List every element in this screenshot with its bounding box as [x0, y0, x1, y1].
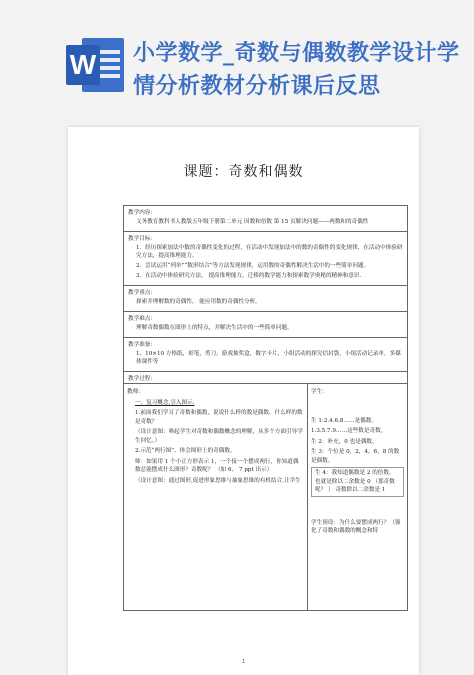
prep-text: 1、10×10 方格纸，彩笔，剪刀，游戏抽奖盒，数字卡片，小组活动的探究信封袋，小组活动记录单，多媒体课件等 [136, 351, 401, 365]
teacher-line: 师：如果用 1 个小正方形表示 1，一个接一个摆成两行，你知道偶数总能摆成什么图形？奇数呢？ （如 6、 7 ppt 出示） [135, 458, 299, 473]
section-key-points [124, 286, 407, 312]
student-label: 学生： [311, 389, 328, 395]
teacher-column [124, 384, 308, 610]
student-column [308, 384, 407, 610]
teacher-line: （设计意图：唤起学生对奇数和偶数概念的理解，从多个方面引导学生回忆。） [135, 429, 303, 444]
lesson-title: 课题：奇数和偶数 [183, 164, 304, 180]
content-heading: 教学内容： [128, 210, 156, 216]
teacher-line: （设计意图：通过图形,促进形象思维与抽象思维的有机结合,让学生 [135, 477, 301, 484]
process-heading: 教学过程： [128, 376, 156, 382]
student-line: 生 3：个位是 0，2，4，6，8 的数是偶数。 [311, 449, 400, 464]
document-title-banner: 小学数学_奇数与偶数教学设计学情分析教材分析课后反思 [133, 41, 460, 99]
key-text: 探索并理解数的奇偶性， 能应用数的奇偶性分析。 [136, 299, 261, 305]
section-preparation [124, 338, 407, 372]
student-line: 生 2：补充，0 也是偶数。 [311, 438, 378, 445]
header-banner [0, 0, 474, 118]
student-line: 生 1:2.4.6.8……是偶数。 [311, 417, 377, 424]
section-process-heading [124, 372, 407, 384]
word-icon-letter: W [66, 45, 100, 85]
teacher-label: 教师： [127, 389, 144, 395]
student-line: 学生预设：为什么要摆成两行？（强化了奇数和偶数的概念和特 [311, 519, 401, 534]
section-content [124, 206, 407, 232]
lesson-plan-table [123, 205, 408, 611]
goal-item: 2．尝试运用“列举”“数形结合”等方法发现规律，运用数的奇偶性解决生活中的一些简单问题。 [136, 263, 370, 269]
section-difficulties [124, 312, 407, 338]
teacher-line: 2.示范“两行图”、体会图形上的奇偶数。 [135, 448, 236, 454]
document-page [68, 127, 419, 675]
student-line: 生 4：我知道偶数是 2 的倍数，也就是除以二余数是 0 （那奇数呢？ ） 奇数除以二余数是 1 [311, 467, 404, 497]
difficult-text: 理解奇数偶数在图形上的特点，并解决生活中的一些简单问题。 [136, 325, 293, 331]
student-line: 1.3.5.7.9……这些数是奇数。 [311, 428, 387, 434]
page-number: 1 [241, 659, 246, 665]
teacher-line: 一、复习概念,引入图示. [135, 399, 195, 406]
goals-heading: 教学目标： [128, 236, 156, 242]
section-process [124, 384, 407, 610]
difficult-heading: 教学难点： [128, 316, 156, 322]
section-goals [124, 232, 407, 286]
goal-item: 3．在活动中体验研究方法， 提高推理能力，迁移的数学能力和探索数学奥秘的精神和意识． [136, 273, 366, 279]
key-heading: 教学重点： [128, 290, 156, 296]
goal-item: 1．经历探索加法中数的奇偶性变化的过程，在活动中发现加法中的数的奇偶性的变化规律，在活动中体验研究方法，提高推理能力。 [136, 245, 403, 259]
teacher-line: 1.前面我们学习了奇数和偶数，说说什么样的数是偶数，什么样的数是奇数？ [135, 410, 303, 425]
word-document-icon [66, 38, 124, 92]
content-text: 义务教育教科书人教版五年级下册第二单元 因数和倍数 第 15 页解决问题——两数和的奇偶性 [136, 219, 369, 225]
prep-heading: 教学准备： [128, 342, 156, 348]
